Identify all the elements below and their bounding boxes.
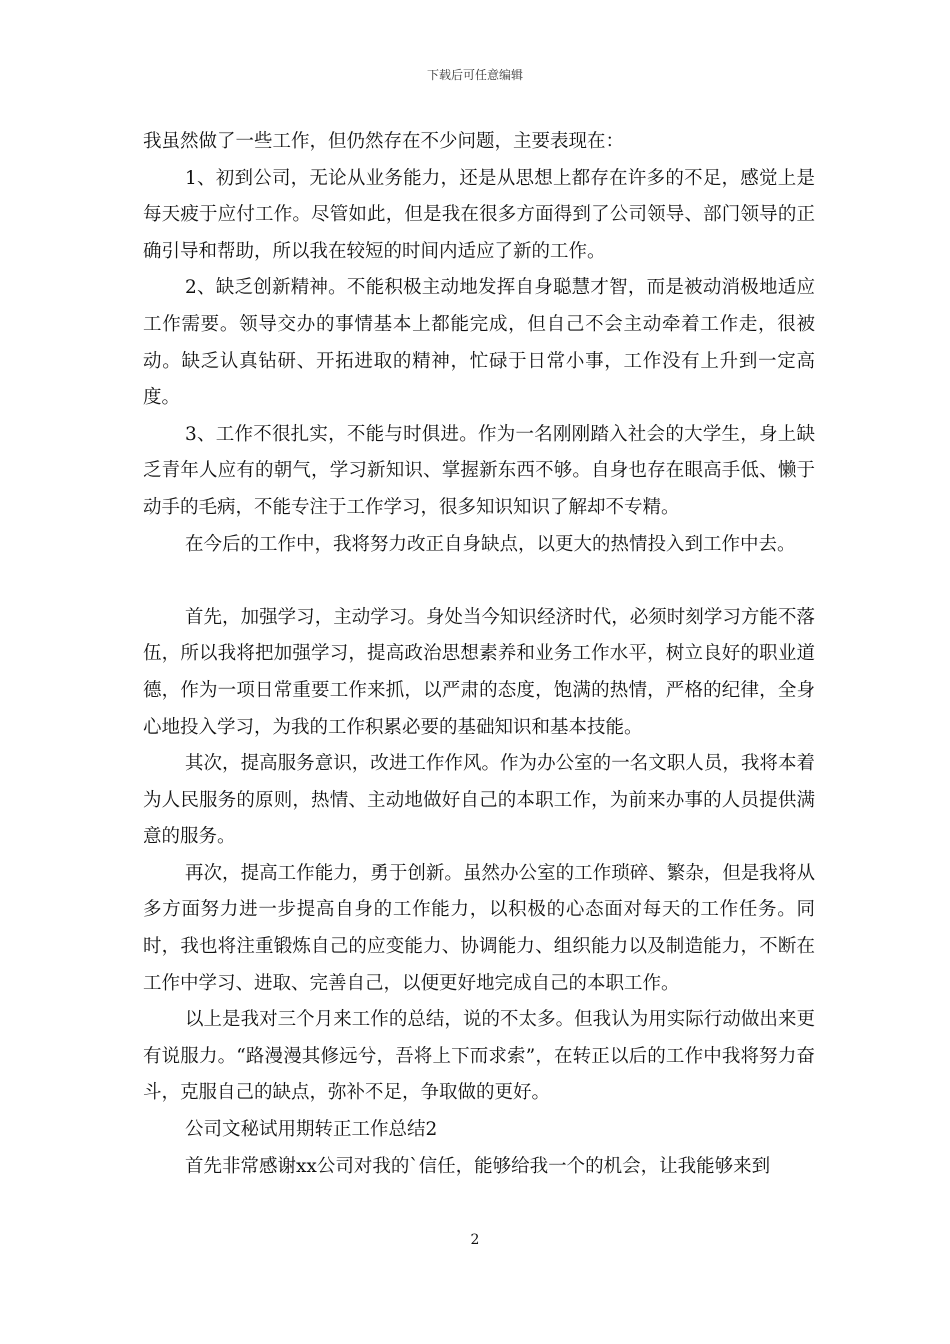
paragraph-9: 以上是我对三个月来工作的总结，说的不太多。但我认为用实际行动做出来更有说服力。“路漫漫其修远兮，吾将上下而求索”，在转正以后的工作中我将努力奋斗，克服自己的缺点，弥补不足，争取做的更好。	[143, 1009, 815, 1104]
paragraph-6: 首先，加强学习，主动学习。身处当今知识经济时代，必须时刻学习方能不落伍，所以我将把加强学习，提高政治思想素养和业务工作水平，树立良好的职业道德，作为一项日常重要工作来抓，以严肃的态度，饱满的热情，严格的纪律，全身心地投入学习，为我的工作积累必要的基础知识和基本技能。	[143, 606, 815, 738]
page-number: 2	[470, 1232, 480, 1248]
paragraph-4: 3、工作不很扎实，不能与时俱进。作为一名刚刚踏入社会的大学生，身上缺乏青年人应有的朝气，学习新知识、掌握新东西不够。自身也存在眼高手低、懒于动手的毛病，不能专注于工作学习，很多知识知识了解却不专精。	[143, 423, 815, 518]
paragraph-5: 在今后的工作中，我将努力改正自身缺点，以更大的热情投入到工作中去。	[185, 533, 796, 555]
paragraph-3: 2、缺乏创新精神。不能积极主动地发挥自身聪慧才智，而是被动消极地适应工作需要。领导交办的事情基本上都能完成，但自己不会主动牵着工作走，很被动。缺乏认真钻研、开拓进取的精神，忙碌于日常小事，工作没有上升到一定高度。	[143, 277, 815, 409]
paragraph-7: 其次，提高服务意识，改进工作作风。作为办公室的一名文职人员，我将本着为人民服务的原则，热情、主动地做好自己的本职工作，为前来办事的人员提供满意的服务。	[143, 753, 815, 848]
section-title: 公司文秘试用期转正工作总结2	[185, 1119, 438, 1141]
blank-line	[143, 563, 815, 600]
paragraph-8: 再次，提高工作能力，勇于创新。虽然办公室的工作琐碎、繁杂，但是我将从多方面努力进一步提高自身的工作能力，以积极的心态面对每天的工作任务。同时，我也将注重锻炼自己的应变能力、协调能力、组织能力以及制造能力，不断在工作中学习、进取、完善自己，以便更好地完成自己的本职工作。	[143, 862, 815, 994]
page-header: 下载后可任意编辑	[426, 68, 523, 82]
paragraph-2: 1、初到公司，无论从业务能力，还是从思想上都存在许多的不足，感觉上是每天疲于应付工作。尽管如此，但是我在很多方面得到了公司领导、部门领导的正确引导和帮助，所以我在较短的时间内适应了新的工作。	[143, 167, 815, 262]
paragraph-1: 我虽然做了一些工作，但仍然存在不少问题，主要表现在：	[143, 131, 625, 152]
document-body	[143, 124, 815, 1185]
paragraph-10: 首先非常感谢xx公司对我的`信任，能够给我一个的机会，让我能够来到	[185, 1155, 771, 1177]
